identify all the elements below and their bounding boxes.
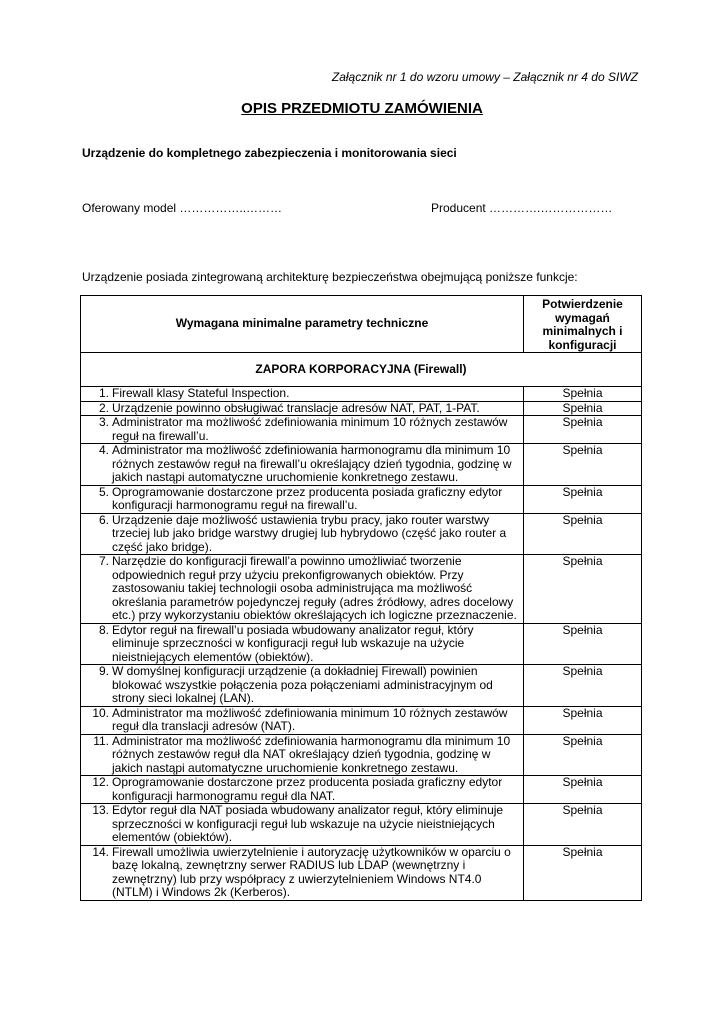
status-cell: Spełnia (524, 416, 642, 444)
row-number: 14. (92, 844, 109, 859)
requirements-table (80, 295, 642, 901)
status-cell: Spełnia (524, 665, 642, 707)
requirement-cell (81, 444, 524, 486)
requirement-text: Narzędzie do konfiguracji firewall’a powinno umożliwiać tworzenie odpowiednich reguł przy użyciu prekonfigrowanych obiektów. Przy zastosowaniu takiej technologii osoba administrująca ma możliwość określania parametrów pojedynczej reguły (adres źródłowy, adres docelowy etc.) przy wykorzystaniu obiektów określających ich logiczne przeznaczenie. (112, 554, 517, 622)
requirement-text: W domyślnej konfiguracji urządzenie (a dokładniej Firewall) powinien blokować wszystkie połączenia poza połączeniami administracyjnym od strony sieci lokalnej (LAN). (112, 664, 493, 705)
requirement-text: Administrator ma możliwość zdefiniowania minimum 10 różnych zestawów reguł na firewall’u. (112, 415, 508, 443)
table-row (81, 776, 642, 804)
row-number: 11. (93, 733, 109, 748)
requirement-cell (81, 665, 524, 707)
table-row (81, 555, 642, 624)
requirement-cell (81, 401, 524, 416)
requirement-cell (81, 513, 524, 555)
status-cell: Spełnia (524, 513, 642, 555)
requirement-text: Administrator ma możliwość zdefiniowania minimum 10 różnych zestawów reguł dla translacji adresów (NAT). (112, 705, 508, 733)
requirement-cell (81, 416, 524, 444)
table-row (81, 444, 642, 486)
row-number: 5. (98, 484, 109, 499)
requirement-text: Edytor reguł dla NAT posiada wbudowany analizator reguł, który eliminuje sprzeczności w konfiguracji reguł lub wskazuje na użycie nieistniejących elementów (obiektów). (112, 803, 504, 844)
requirement-cell (81, 734, 524, 776)
status-cell: Spełnia (524, 387, 642, 402)
requirement-text: Oprogramowanie dostarczone przez producenta posiada graficzny edytor konfiguracji harmonogramu reguł na firewall’u. (112, 484, 503, 512)
requirement-cell (81, 804, 524, 846)
requirement-text: Firewall klasy Stateful Inspection. (112, 386, 290, 400)
status-cell: Spełnia (524, 804, 642, 846)
requirement-text: Oprogramowanie dostarczone przez producenta posiada graficzny edytor konfiguracji harmonogramu reguł dla NAT. (112, 775, 503, 803)
table-row (81, 804, 642, 846)
status-cell: Spełnia (524, 734, 642, 776)
device-subtitle: Urządzenie do kompletnego zabezpieczenia i monitorowania sieci (82, 146, 457, 160)
requirement-cell (81, 485, 524, 513)
row-number: 2. (98, 400, 109, 415)
requirement-text: Urządzenie powinno obsługiwać translacje adresów NAT, PAT, 1-PAT. (112, 400, 480, 415)
status-cell: Spełnia (524, 776, 642, 804)
row-number: 4. (98, 443, 109, 457)
status-cell: Spełnia (524, 401, 642, 416)
offered-model-field: Oferowany model ……………..……… (82, 201, 283, 215)
requirement-cell (81, 387, 524, 402)
table-row (81, 416, 642, 444)
requirement-cell (81, 623, 524, 665)
requirement-text: Edytor reguł na firewall’u posiada wbudowany analizator reguł, który eliminuje sprzeczności w konfiguracji reguł lub wskazuje na użycie nieistniejących elementów (obiektów). (112, 622, 474, 664)
row-number: 12. (92, 775, 109, 789)
requirement-text: Administrator ma możliwość zdefiniowania harmonogramu dla minimum 10 różnych zestawów reguł dla NAT określający dzień tygodnia, godzinę w jakich nastąpi automatyczne uruchomienie konkretnego zestawu. (112, 733, 511, 775)
table-row (81, 706, 642, 734)
requirement-cell (81, 845, 524, 900)
row-number: 7. (98, 554, 109, 568)
requirement-text: Urządzenie daje możliwość ustawienia trybu pracy, jako router warstwy trzeciej lub jako bridge warstwy drugiej lub hybrydowo (część jako router a część jako bridge). (112, 512, 507, 554)
producer-field: Producent ………….……………… (431, 201, 613, 215)
header-requirements: Wymagana minimalne parametry techniczne (81, 296, 524, 353)
section-row (81, 353, 642, 387)
requirement-cell (81, 776, 524, 804)
status-cell: Spełnia (524, 706, 642, 734)
table-row (81, 401, 642, 416)
row-number: 10. (92, 705, 109, 720)
status-cell: Spełnia (524, 845, 642, 900)
status-cell: Spełnia (524, 485, 642, 513)
row-number: 9. (98, 664, 109, 678)
row-number: 3. (98, 415, 109, 429)
status-cell: Spełnia (524, 623, 642, 665)
intro-text: Urządzenie posiada zintegrowaną architekturę bezpieczeństwa obejmującą poniższe funkcje: (82, 270, 578, 284)
table-row (81, 665, 642, 707)
annex-reference: Załącznik nr 1 do wzoru umowy – Załącznik nr 4 do SIWZ (331, 70, 638, 84)
table-row (81, 623, 642, 665)
requirement-text: Administrator ma możliwość zdefiniowania harmonogramu dla minimum 10 różnych zestawów reguł na firewall’u określający dzień tygodnia, godzinę w jakich nastąpi automatyczne uruchomienie konkretnego zestawu. (112, 443, 512, 484)
table-row (81, 845, 642, 900)
status-cell: Spełnia (524, 555, 642, 624)
row-number: 13. (92, 803, 109, 817)
table-row (81, 485, 642, 513)
row-number: 6. (98, 512, 109, 527)
requirement-text: Firewall umożliwia uwierzytelnienie i autoryzację użytkowników w oparciu o bazę lokalną, zewnętrzny serwer RADIUS lub LDAP (wewnętrzny i zewnętrzny) lub przy współpracy z uwierzytelnieniem Windows NT4.0 (NTLM) i Windows 2k (Kerberos). (112, 844, 511, 899)
row-number: 8. (98, 622, 109, 637)
section-firewall-heading: ZAPORA KORPORACYJNA (Firewall) (81, 353, 642, 387)
table-header-row (81, 296, 642, 353)
header-confirmation: Potwierdzenie wymagań minimalnych i konfiguracji (524, 296, 642, 353)
requirement-cell (81, 706, 524, 734)
row-number: 1. (98, 386, 109, 400)
table-row (81, 513, 642, 555)
document-title: OPIS PRZEDMIOTU ZAMÓWIENIA (241, 100, 483, 117)
status-cell: Spełnia (524, 444, 642, 486)
table-row (81, 387, 642, 402)
requirement-cell (81, 555, 524, 624)
table-row (81, 734, 642, 776)
